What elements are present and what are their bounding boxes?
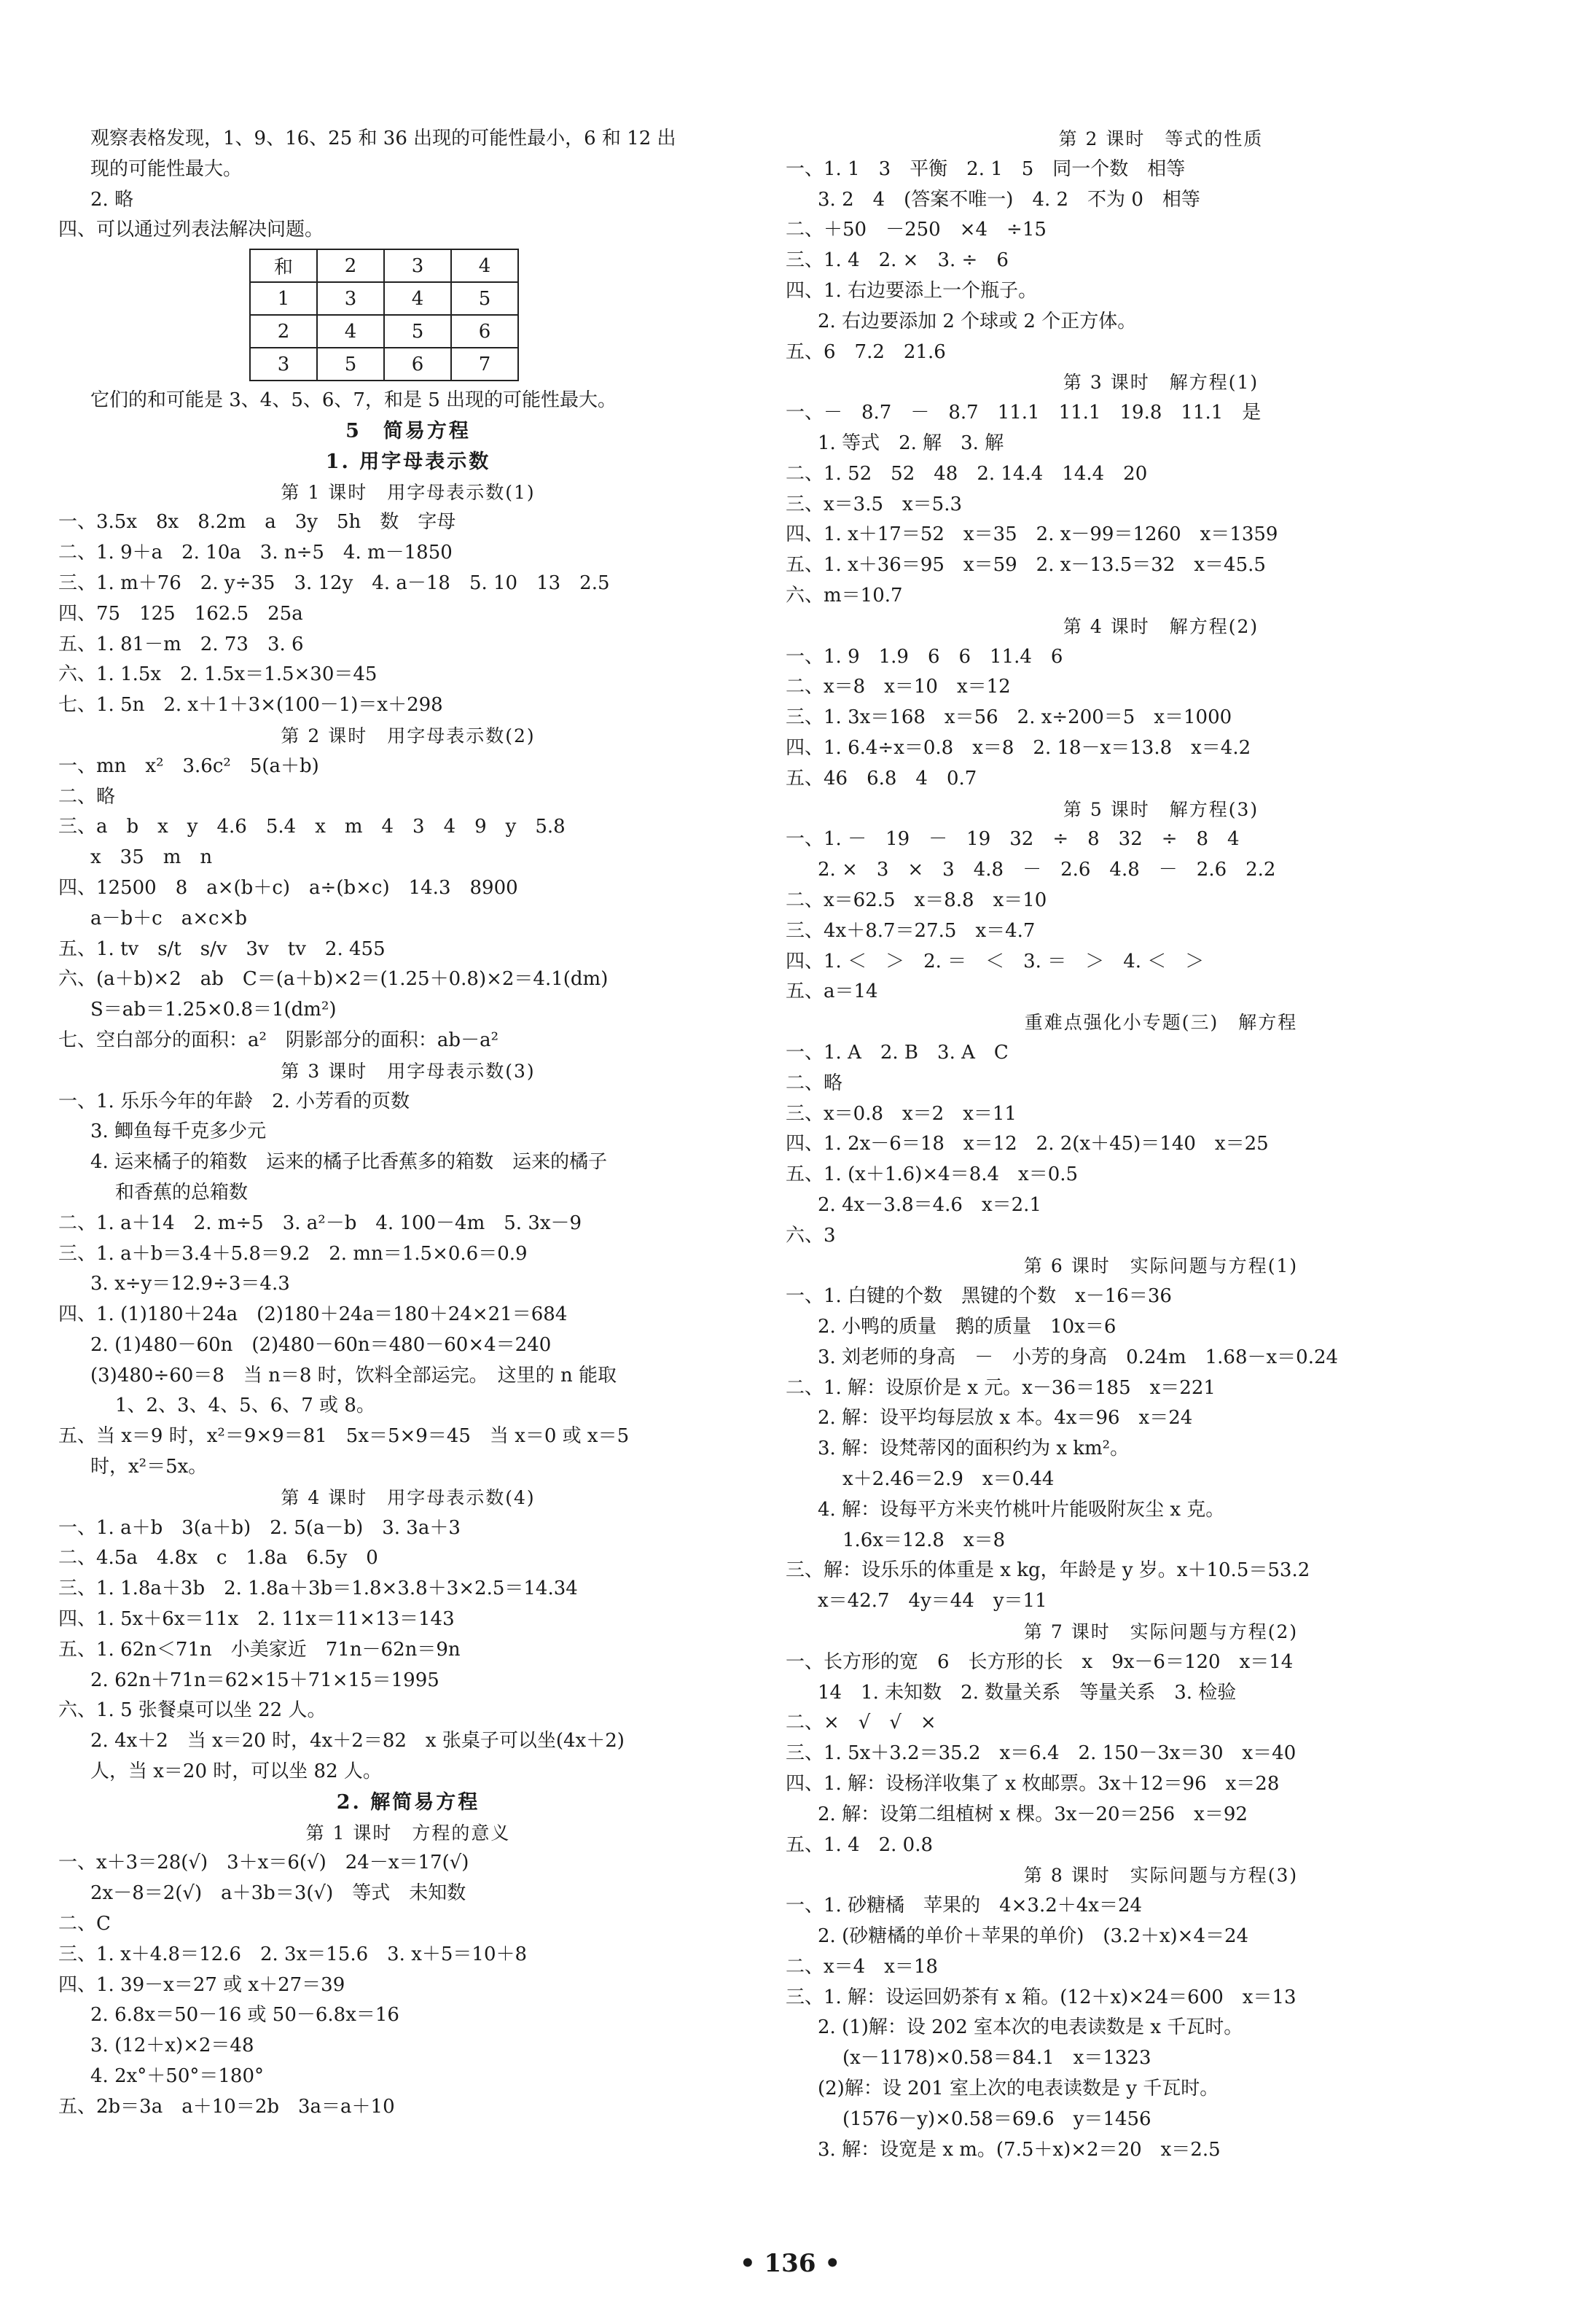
answer-line: 五、6 7.2 21.6 (786, 340, 946, 363)
answer-line: 3. 刘老师的身高 － 小芳的身高 0.24m 1.68－x＝0.24 (818, 1346, 1339, 1368)
answer-line: 它们的和可能是 3、4、5、6、7，和是 5 出现的可能性最大。 (90, 389, 617, 412)
table-cell: 5 (317, 348, 384, 381)
section-heading: 重难点强化小专题(三) 解方程 (1024, 1012, 1298, 1034)
answer-line: 六、1. 5 张餐桌可以坐 22 人。 (58, 1699, 326, 1722)
answer-line: 二、略 (58, 785, 116, 808)
sum-table (249, 249, 519, 381)
table-cell: 2 (317, 249, 384, 282)
answer-line: 1.6x＝12.8 x＝8 (842, 1529, 1006, 1551)
answer-line: (1576－y)×0.58＝69.6 y＝1456 (842, 2107, 1151, 2130)
answer-line: 三、a b x y 4.6 5.4 x m 4 3 4 9 y 5.8 (58, 816, 566, 838)
answer-line: 一、3.5x 8x 8.2m a 3y 5h 数 字母 (58, 511, 456, 534)
answer-line: 六、1. 1.5x 2. 1.5x＝1.5×30＝45 (58, 663, 378, 686)
answer-line: 一、1. a＋b 3(a＋b) 2. 5(a－b) 3. 3a＋3 (58, 1516, 461, 1539)
answer-line: 三、1. 4 2. × 3. ÷ 6 (786, 249, 1009, 272)
answer-line: 4. 解：设每平方米夹竹桃叶片能吸附灰尘 x 克。 (818, 1498, 1225, 1521)
answer-line: 二、x＝62.5 x＝8.8 x＝10 (786, 889, 1047, 911)
answer-line: 四、1. 6.4÷x＝0.8 x＝8 2. 18－x＝13.8 x＝4.2 (786, 736, 1251, 759)
section-heading: 第 2 课时 等式的性质 (1058, 128, 1264, 149)
table-cell: 和 (250, 249, 317, 282)
answer-line: 二、1. a＋14 2. m÷5 3. a²－b 4. 100－4m 5. 3x－9 (58, 1212, 582, 1234)
answer-line: 2. 4x－3.8＝4.6 x＝2.1 (818, 1193, 1041, 1216)
answer-line: 3. x÷y＝12.9÷3＝4.3 (90, 1273, 290, 1295)
answer-line: 现的可能性最大。 (90, 157, 243, 180)
answer-line: 三、x＝3.5 x＝5.3 (786, 493, 963, 515)
answer-line: 五、1. tv s/t s/v 3v tv 2. 455 (58, 937, 386, 960)
table-cell: 1 (250, 282, 317, 315)
answer-line: x＝42.7 4y＝44 y＝11 (818, 1590, 1047, 1613)
section-heading: 第 4 课时 用字母表示数(4) (281, 1486, 536, 1508)
table-cell: 3 (384, 249, 451, 282)
table-cell: 2 (250, 315, 317, 348)
answer-line: 2. (1)480－60n (2)480－60n＝480－60×4＝240 (90, 1333, 552, 1356)
left-block-b (58, 386, 758, 2122)
left-column (58, 124, 758, 2123)
answer-line: 3. 2 4 (答案不唯一) 4. 2 不为 0 相等 (818, 188, 1200, 211)
answer-line: 六、3 (786, 1224, 836, 1247)
answer-line: 五、2b＝3a a＋10＝2b 3a＝a＋10 (58, 2095, 395, 2118)
answer-line: 三、1. m＋76 2. y÷35 3. 12y 4. a－18 5. 10 13 2.5 (58, 572, 610, 594)
section-heading: 第 1 课时 方程的意义 (305, 1822, 511, 1844)
section-heading: 第 8 课时 实际问题与方程(3) (1023, 1865, 1299, 1887)
answer-line: 二、1. 9＋a 2. 10a 3. n÷5 4. m－1850 (58, 542, 453, 564)
section-heading: 第 1 课时 用字母表示数(1) (281, 481, 536, 503)
answer-line: 3. 鲫鱼每千克多少元 (90, 1120, 267, 1143)
answer-line: 五、1. (x＋1.6)×4＝8.4 x＝0.5 (786, 1163, 1079, 1186)
answer-line: 2. 6.8x＝50－16 或 50－6.8x＝16 (90, 2004, 399, 2027)
answer-line: 3. (12＋x)×2＝48 (90, 2035, 254, 2057)
table-cell: 4 (317, 315, 384, 348)
left-block-a (58, 124, 758, 246)
answer-line: 二、4.5a 4.8x c 1.8a 6.5y 0 (58, 1547, 378, 1570)
table-cell: 5 (451, 282, 518, 315)
table-cell: 6 (384, 348, 451, 381)
answer-line: 2. 解：设平均每层放 x 本。4x＝96 x＝24 (818, 1407, 1193, 1430)
answer-line: 四、可以通过列表法解决问题。 (58, 219, 324, 241)
answer-line: 一、1. 乐乐今年的年龄 2. 小芳看的页数 (58, 1090, 410, 1112)
answer-line: 二、1. 解：设原价是 x 元。x－36＝185 x＝221 (786, 1376, 1216, 1399)
section-heading: 第 4 课时 解方程(2) (1063, 615, 1259, 637)
section-heading: 第 2 课时 用字母表示数(2) (281, 725, 536, 746)
answer-line: 二、x＝4 x＝18 (786, 1955, 938, 1978)
answer-line: 一、1. 9 1.9 6 6 11.4 6 (786, 645, 1063, 668)
answer-line: S＝ab＝1.25×0.8＝1(dm²) (90, 999, 337, 1021)
answer-line: 2. 解：设第二组植树 x 棵。3x－20＝256 x＝92 (818, 1803, 1248, 1825)
answer-line: 一、1. 砂糖橘 苹果的 4×3.2＋4x＝24 (786, 1895, 1143, 1917)
answer-line: 二、× √ √ × (786, 1712, 936, 1734)
section-heading: 第 7 课时 实际问题与方程(2) (1023, 1621, 1299, 1643)
answer-line: 五、46 6.8 4 0.7 (786, 767, 977, 789)
answer-line: 4. 运来橘子的箱数 运来的橘子比香蕉多的箱数 运来的橘子 (90, 1151, 608, 1174)
answer-line: 三、1. 3x＝168 x＝56 2. x÷200＝5 x＝1000 (786, 706, 1232, 729)
answer-line: 四、1. x＋17＝52 x＝35 2. x－99＝1260 x＝1359 (786, 523, 1278, 546)
answer-line: x 35 m n (90, 846, 213, 869)
answer-line: 二、略 (786, 1072, 843, 1094)
section-heading: 第 5 课时 解方程(3) (1063, 798, 1259, 820)
answer-line: 四、1. 解：设杨洋收集了 x 枚邮票。3x＋12＝96 x＝28 (786, 1773, 1280, 1795)
answer-line: a－b＋c a×c×b (90, 907, 247, 929)
answer-line: 四、1. (1)180＋24a (2)180＋24a＝180＋24×21＝684 (58, 1303, 568, 1326)
answer-line: 观察表格发现，1、9、16、25 和 36 出现的可能性最小，6 和 12 出 (90, 128, 676, 149)
answer-line: 2x－8＝2(√) a＋3b＝3(√) 等式 未知数 (90, 1882, 466, 1905)
answer-line: 四、12500 8 a×(b＋c) a÷(b×c) 14.3 8900 (58, 876, 518, 899)
answer-line: 四、1. 2x－6＝18 x＝12 2. 2(x＋45)＝140 x＝25 (786, 1133, 1269, 1155)
answer-line: 一、mn x² 3.6c² 5(a＋b) (58, 754, 319, 777)
answer-line: 1、2、3、4、5、6、7 或 8。 (115, 1395, 375, 1417)
answer-line: 五、当 x＝9 时，x²＝9×9＝81 5x＝5×9＝45 当 x＝0 或 x＝5 (58, 1425, 630, 1448)
section-heading: 第 3 课时 解方程(1) (1063, 372, 1259, 394)
answer-line: 三、1. 1.8a＋3b 2. 1.8a＋3b＝1.8×3.8＋3×2.5＝14.34 (58, 1578, 578, 1600)
answer-line: 五、1. 4 2. 0.8 (786, 1833, 934, 1856)
answer-line: 三、1. 5x＋3.2＝35.2 x＝6.4 2. 150－3x＝30 x＝40 (786, 1742, 1297, 1765)
section-heading: 1. 用字母表示数 (325, 450, 491, 473)
answer-line: 六、(a＋b)×2 ab C＝(a＋b)×2＝(1.25＋0.8)×2＝4.1(dm) (58, 968, 609, 991)
answer-line: 2. × 3 × 3 4.8 － 2.6 4.8 － 2.6 2.2 (818, 859, 1276, 881)
answer-line: 五、a＝14 (786, 980, 878, 1003)
answer-line: 三、1. a＋b＝3.4＋5.8＝9.2 2. mn＝1.5×0.6＝0.9 (58, 1242, 528, 1265)
table-row (250, 315, 518, 348)
answer-line: 四、75 125 162.5 25a (58, 602, 303, 625)
answer-line: 一、1. A 2. B 3. A C (786, 1041, 1009, 1064)
answer-line: 和香蕉的总箱数 (115, 1181, 249, 1204)
answer-line: 五、1. 81－m 2. 73 3. 6 (58, 633, 304, 655)
answer-line: 2. 右边要添加 2 个球或 2 个正方体。 (818, 310, 1137, 332)
answer-line: 时，x²＝5x。 (90, 1456, 208, 1478)
table-cell: 4 (384, 282, 451, 315)
answer-line: 六、m＝10.7 (786, 584, 903, 607)
table-cell: 4 (451, 249, 518, 282)
answer-line: 1. 等式 2. 解 3. 解 (818, 432, 1004, 454)
answer-line: 2. 略 (90, 188, 134, 211)
table-cell: 3 (250, 348, 317, 381)
answer-line: 三、x＝0.8 x＝2 x＝11 (786, 1102, 1017, 1125)
answer-line: 4. 2x°＋50°＝180° (90, 2065, 264, 2088)
answer-line: 2. 小鸭的质量 鹅的质量 10x＝6 (818, 1316, 1116, 1338)
answer-line: 2. (1)解：设 202 室本次的电表读数是 x 千瓦时。 (818, 2016, 1243, 2039)
answer-line: 七、1. 5n 2. x＋1＋3×(100－1)＝x＋298 (58, 694, 443, 717)
answer-line: 三、解：设乐乐的体重是 x kg，年龄是 y 岁。x＋10.5＝53.2 (786, 1559, 1310, 1582)
section-heading: 5 简易方程 (345, 419, 471, 442)
answer-line: 3. 解：设宽是 x m。(7.5＋x)×2＝20 x＝2.5 (818, 2138, 1221, 2161)
answer-line: 一、－ 8.7 － 8.7 11.1 11.1 19.8 11.1 是 (786, 402, 1262, 424)
answer-line: 一、长方形的宽 6 长方形的长 x 9x－6＝120 x＝14 (786, 1650, 1294, 1673)
answer-line: 二、＋50 －250 ×4 ÷15 (786, 219, 1047, 241)
answer-line: 四、1. 右边要添上一个瓶子。 (786, 279, 1038, 302)
answer-line: 七、空白部分的面积：a² 阴影部分的面积：ab－a² (58, 1029, 498, 1051)
table-row (250, 282, 518, 315)
answer-line: 14 1. 未知数 2. 数量关系 等量关系 3. 检验 (818, 1681, 1237, 1704)
table-cell: 5 (384, 315, 451, 348)
answer-line: 2. (砂糖橘的单价＋苹果的单价) (3.2＋x)×4＝24 (818, 1925, 1249, 1948)
right-column (786, 124, 1536, 2165)
answer-line: 3. 解：设梵蒂冈的面积约为 x km²。 (818, 1438, 1130, 1460)
table-cell: 6 (451, 315, 518, 348)
section-heading: 第 3 课时 用字母表示数(3) (281, 1060, 536, 1082)
answer-line: 二、C (58, 1913, 111, 1935)
section-heading: 2. 解简易方程 (336, 1790, 480, 1814)
section-heading: 第 6 课时 实际问题与方程(1) (1023, 1255, 1299, 1277)
answer-line: 一、x＋3＝28(√) 3＋x＝6(√) 24－x＝17(√) (58, 1852, 469, 1874)
answer-line: 2. 4x＋2 当 x＝20 时，4x＋2＝82 x 张桌子可以坐(4x＋2) (90, 1730, 625, 1752)
answer-line: 五、1. 62n＜71n 小美家近 71n－62n＝9n (58, 1638, 461, 1661)
table-row (250, 249, 518, 282)
answer-line: 四、1. 39－x＝27 或 x＋27＝39 (58, 1973, 345, 1996)
answer-line: 三、4x＋8.7＝27.5 x＝4.7 (786, 919, 1036, 942)
page-number: • 136 • (739, 2249, 841, 2278)
table-row (250, 348, 518, 381)
answer-line: 四、1. ＜ ＞ 2. ＝ ＜ 3. ＝ ＞ 4. ＜ ＞ (786, 950, 1205, 972)
answer-line: 二、1. 52 52 48 2. 14.4 14.4 20 (786, 462, 1148, 485)
answer-line: 一、1. － 19 － 19 32 ÷ 8 32 ÷ 8 4 (786, 828, 1240, 851)
answer-line: 二、x＝8 x＝10 x＝12 (786, 676, 1011, 698)
answer-line: 人，当 x＝20 时，可以坐 82 人。 (90, 1760, 382, 1783)
table-cell: 3 (317, 282, 384, 315)
answer-line: 五、1. x＋36＝95 x＝59 2. x－13.5＝32 x＝45.5 (786, 554, 1266, 577)
table-cell: 7 (451, 348, 518, 381)
answer-line: x＋2.46＝2.9 x＝0.44 (842, 1468, 1055, 1491)
answer-line: 三、1. x＋4.8＝12.6 2. 3x＝15.6 3. x＋5＝10＋8 (58, 1943, 528, 1965)
answer-line: 一、1. 1 3 平衡 2. 1 5 同一个数 相等 (786, 157, 1186, 180)
answer-line: (2)解：设 201 室上次的电表读数是 y 千瓦时。 (818, 2078, 1219, 2099)
answer-line: (3)480÷60＝8 当 n＝8 时，饮料全部运完。 这里的 n 能取 (90, 1364, 617, 1387)
answer-line: (x－1178)×0.58＝84.1 x＝1323 (842, 2047, 1151, 2070)
answer-line: 四、1. 5x＋6x＝11x 2. 11x＝11×13＝143 (58, 1608, 455, 1631)
answer-line: 一、1. 白键的个数 黑键的个数 x－16＝36 (786, 1285, 1172, 1308)
answer-line: 三、1. 解：设运回奶茶有 x 箱。(12＋x)×24＝600 x＝13 (786, 1986, 1297, 2008)
answer-line: 2. 62n＋71n＝62×15＋71×15＝1995 (90, 1669, 439, 1691)
